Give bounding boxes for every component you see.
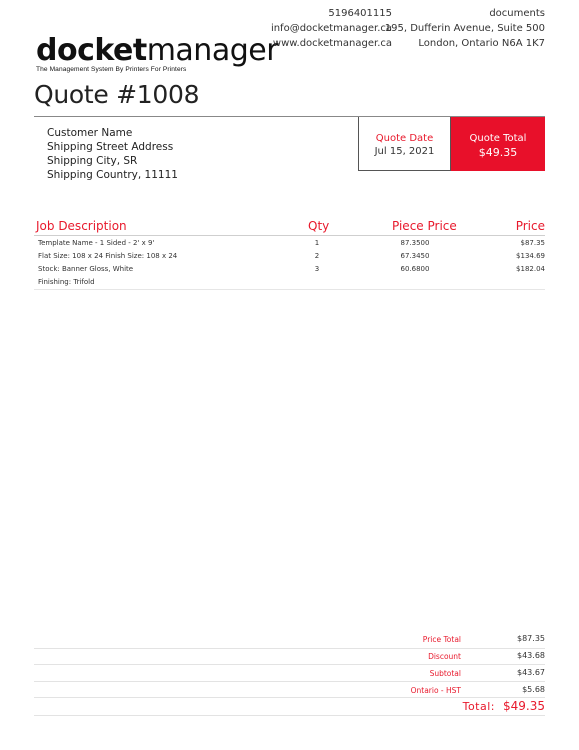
company-logo bbox=[36, 33, 279, 73]
row-1-piece-price: 87.3500 bbox=[400, 239, 430, 247]
logo-wordmark bbox=[36, 33, 279, 68]
subtotal-value: $43.67 bbox=[517, 668, 545, 677]
phone-number: 5196401115 bbox=[328, 8, 392, 19]
totals-divider bbox=[34, 664, 545, 665]
items-divider bbox=[34, 289, 545, 290]
row-3-price: $182.04 bbox=[516, 265, 545, 273]
customer-address-line-3: Shipping Country, 11111 bbox=[47, 169, 178, 181]
price-total-value: $87.35 bbox=[517, 634, 545, 643]
customer-address bbox=[47, 126, 178, 182]
table-header-divider bbox=[34, 235, 545, 236]
row-3-description: Stock: Banner Gloss, White bbox=[38, 265, 134, 273]
price-total-label: Price Total bbox=[422, 635, 461, 644]
email-address: info@docketmanager.ca bbox=[270, 23, 392, 34]
totals-divider bbox=[34, 697, 545, 698]
customer-name: Customer Name bbox=[47, 127, 133, 139]
totals-bottom-divider bbox=[34, 715, 545, 716]
logo-light-text: manager bbox=[146, 33, 279, 68]
tax-value: $5.68 bbox=[522, 685, 545, 694]
header-price: Price bbox=[515, 219, 545, 233]
company-address bbox=[385, 6, 545, 51]
row-2-description: Flat Size: 108 x 24 Finish Size: 108 x 24 bbox=[38, 252, 178, 260]
row-1-price: $87.35 bbox=[520, 239, 545, 247]
header-job-description: Job Description bbox=[36, 219, 127, 233]
customer-address-line-1: Shipping Street Address bbox=[47, 141, 174, 153]
quote-title: Quote #1008 bbox=[34, 80, 200, 109]
subtotal-label: Subtotal bbox=[429, 669, 461, 678]
quote-total-label: Quote Total bbox=[469, 133, 527, 144]
grand-total-value: $49.35 bbox=[503, 699, 545, 713]
company-city: London, Ontario N6A 1K7 bbox=[418, 38, 545, 49]
discount-value: $43.68 bbox=[517, 651, 545, 660]
logo-tagline: The Management System By Printers For Printers bbox=[36, 66, 187, 73]
tax-label: Ontario - HST bbox=[410, 686, 461, 695]
website-url: www.docketmanager.ca bbox=[272, 38, 392, 49]
row-2-qty: 2 bbox=[314, 252, 320, 260]
quote-total-box bbox=[451, 117, 545, 171]
row-2-piece-price: 67.3450 bbox=[400, 252, 430, 260]
row-3-qty: 3 bbox=[314, 265, 320, 273]
logo-bold-text: docket bbox=[36, 33, 147, 68]
row-1-description: Template Name - 1 Sided - 2' x 9' bbox=[38, 239, 155, 247]
header-qty: Qty bbox=[308, 219, 330, 233]
header-piece-price: Piece Price bbox=[392, 219, 457, 233]
row-3-piece-price: 60.6800 bbox=[400, 265, 430, 273]
row-1-qty: 1 bbox=[314, 239, 320, 247]
company-street: 195, Dufferin Avenue, Suite 500 bbox=[384, 23, 545, 34]
customer-address-line-2: Shipping City, SR bbox=[47, 155, 138, 167]
row-2-price: $134.69 bbox=[516, 252, 545, 260]
discount-label: Discount bbox=[428, 652, 461, 661]
quote-date-box bbox=[358, 117, 451, 171]
totals-divider bbox=[34, 648, 545, 649]
row-4-description: Finishing: Trifold bbox=[38, 278, 95, 286]
contact-info bbox=[271, 6, 392, 51]
quote-total-value: $49.35 bbox=[478, 146, 518, 159]
grand-total-label: Total: bbox=[462, 700, 495, 713]
totals-divider bbox=[34, 681, 545, 682]
quote-date-value: Jul 15, 2021 bbox=[374, 146, 435, 157]
company-name: documents bbox=[489, 8, 545, 19]
quote-date-label: Quote Date bbox=[375, 133, 434, 144]
